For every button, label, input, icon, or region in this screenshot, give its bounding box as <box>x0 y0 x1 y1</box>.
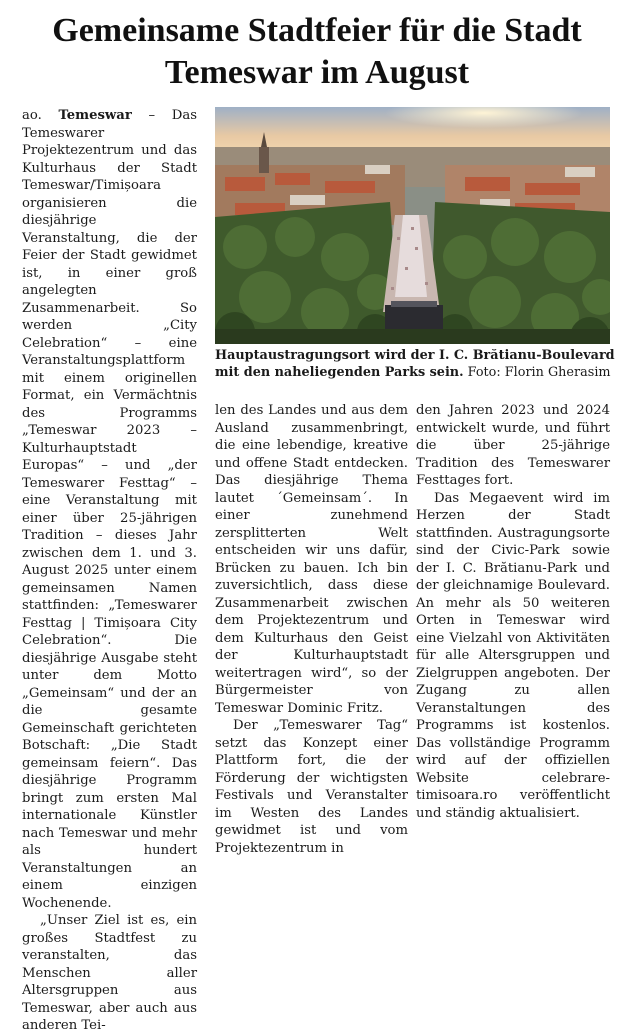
article-column-1 <box>22 107 197 1035</box>
event-photo <box>215 107 610 344</box>
city-aerial-photo <box>215 107 610 344</box>
dateline-prefix: ao. <box>22 108 42 123</box>
caption-text: Hauptaustragungsort wird der I. C. Brătianu-Boulevard mit den naheliegenden Parks sein. <box>215 348 615 380</box>
article-paragraph: len des Landes und aus dem Ausland zusammenbringt, die eine lebendige, kreative und offene Stadt entdecken. Das diesjährige Thema lautet ´Gemeinsam´. In einer zunehmend zersplitterten Welt entscheiden wir uns dafür, Brücken zu bauen. Ich bin zuversichtlich, dass diese Zusammenarbeit zwischen dem Projektezentrum und dem Kulturhaus den Geist der Kulturhauptstadt weitertragen wird“, so der Bürgermeister von Temeswar Dominic Fritz. <box>215 403 408 716</box>
article-paragraph: Der „Temeswarer Tag“ setzt das Konzept einer Plattform fort, die der Förderung der wichtigsten Festivals und Veranstalter im Westen des Landes gewidmet ist und vom Projektezentrum in <box>215 718 408 856</box>
photo-caption <box>215 347 615 381</box>
dateline-place: Temeswar <box>58 108 132 123</box>
photo-credit: Foto: Florin Gherasim <box>467 365 611 380</box>
article-paragraph: „Unser Ziel ist es, ein großes Stadtfest zu veranstalten, das Menschen aller Altersgruppen aus Temeswar, aber auch aus anderen Tei- <box>22 913 197 1033</box>
article-column-2 <box>215 402 408 857</box>
article-paragraph: Das Megaevent wird im Herzen der Stadt stattfinden. Austragungsorte sind der Civic-Park sowie der I. C. Brătianu-Park und der gleichnamige Boulevard. An mehr als 50 weiteren Orten in Temeswar wird eine Vielzahl von Aktivitäten für alle Altersgruppen und Zielgruppen angeboten. Der Zugang zu allen Veranstaltungen des Programms ist kostenlos. Das vollständige Programm wird auf der offiziellen Website celebrare-timisoara.ro veröffentlicht und ständig aktualisiert. <box>416 490 610 821</box>
paragraph-text: – Das Temeswarer Projektezentrum und das Kulturhaus der Stadt Temeswar/Timișoara organisieren die diesjährige Veranstaltung, die der Feier der Stadt gewidmet ist, in einer groß angelegten Zusammenarbeit. So werden „City Celebration“ – eine Veranstaltungsplattform mit einem originellen Format, ein Vermächtnis des Programms „Temeswar 2023 – Kulturhauptstadt Europas“ – und „der Temeswarer Festtag“ – eine Veranstaltung mit einer über 25-jährigen Tradition – dieses Jahr zwischen dem 1. und 3. August 2025 unter einem gemeinsamen Namen stattfinden: „Temeswarer Festtag | Timișoara City Celebration“. Die diesjährige Ausgabe steht unter dem Motto „Gemeinsam“ und der an die gesamte Gemeinschaft gerichteten Botschaft: „Die Stadt gemeinsam feiern“. Das diesjährige Programm bringt zum ersten Mal internationale Künstler nach Temeswar und mehr als hundert Veranstaltungen an einem einzigen Wochenende. <box>22 108 197 911</box>
headline: Gemeinsame Stadtfeier für die Stadt Temeswar im August <box>52 12 582 91</box>
article-column-3 <box>416 402 610 822</box>
article-paragraph <box>22 107 197 912</box>
article-paragraph: den Jahren 2023 und 2024 entwickelt wurde, und führt die über 25-jährige Tradition des Temeswarer Festtages fort. <box>416 403 610 488</box>
